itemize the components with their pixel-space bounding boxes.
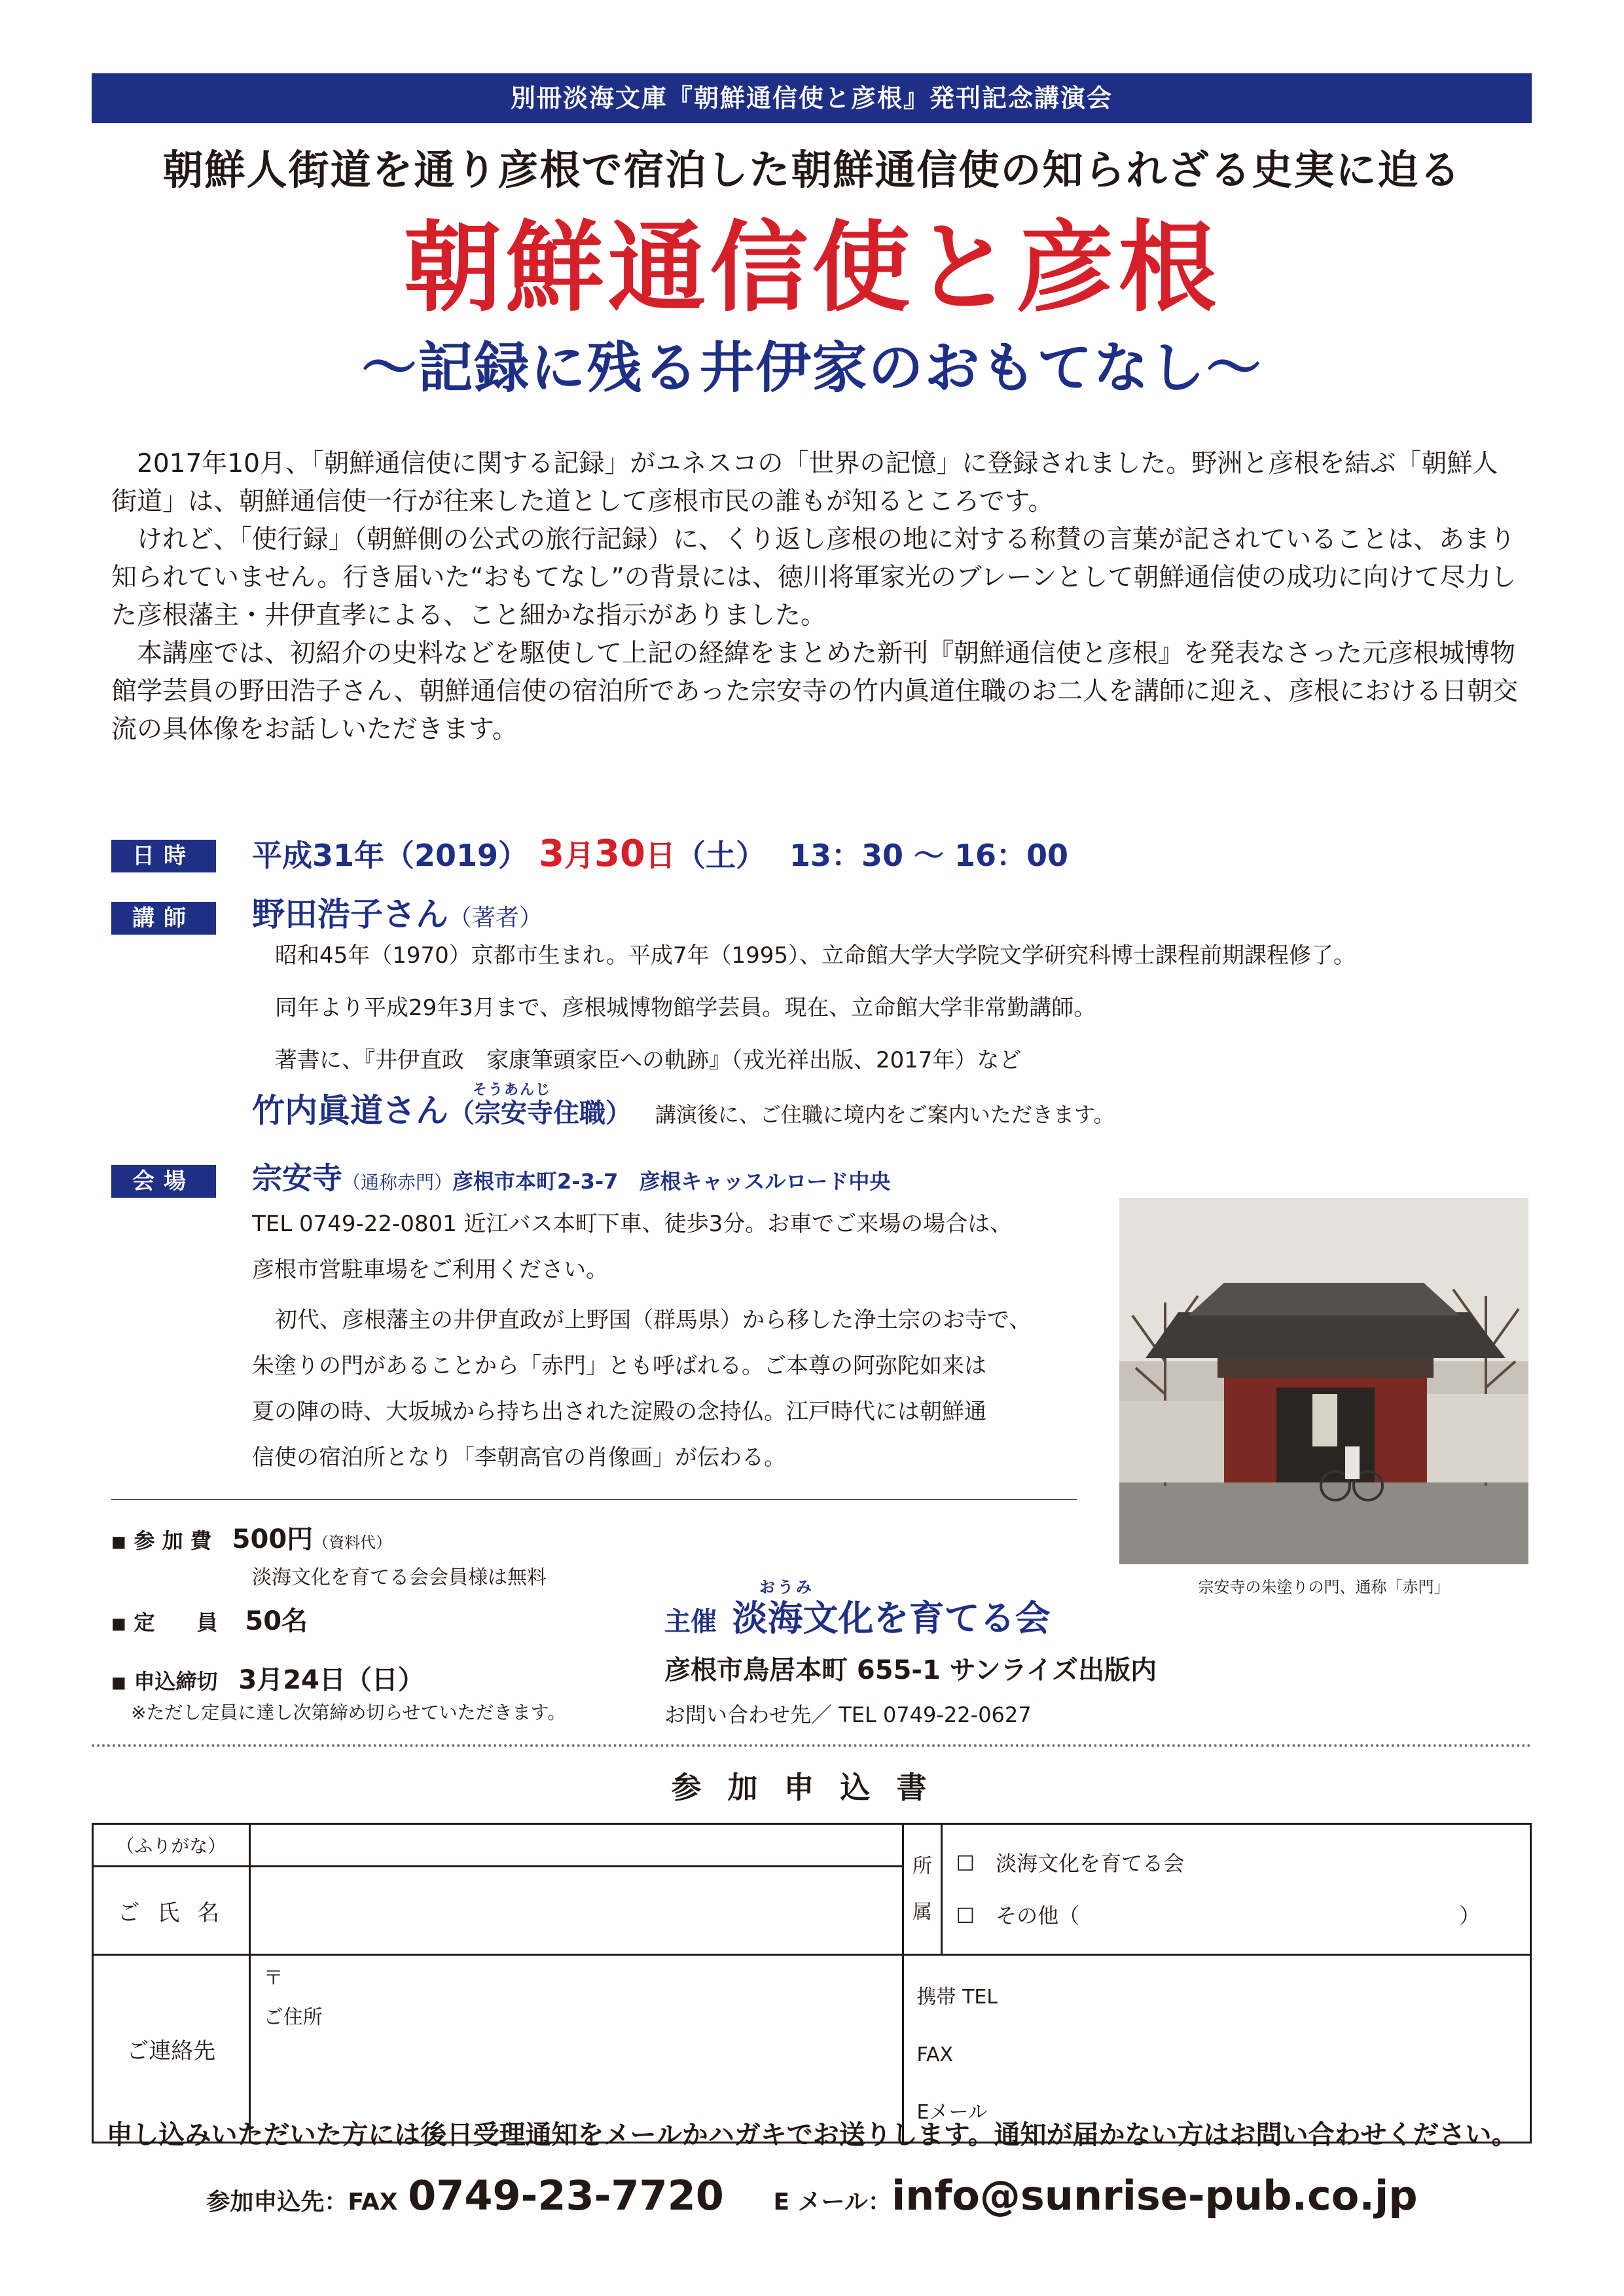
event-subtitle: 朝鮮人街道を通り彦根で宿泊した朝鮮通信使の知られざる史実に迫る [162, 146, 1462, 194]
venue-access-line: 彦根市営駐車場をご利用ください。 [252, 1257, 608, 1283]
capacity-label: 定 員 [134, 1610, 218, 1635]
form-title: 参加申込書 [671, 1770, 953, 1805]
email-label-footer: E メール： [773, 2189, 892, 2215]
section-divider [111, 1499, 1077, 1500]
speaker-1-bio-line: 著書に、『井伊直政 家康筆頭家臣への軌跡』（戎光祥出版、2017年）など [275, 1047, 1022, 1073]
deadline-label: 申込締切 [134, 1669, 218, 1694]
venue-alias: （通称赤門） [342, 1172, 453, 1193]
speaker-2-role: （宗安寺住職） [448, 1098, 632, 1128]
speaker-1-name: 野田浩子さん [252, 895, 448, 933]
fax-number: 0749-23-7720 [408, 2172, 724, 2219]
checkbox-icon[interactable]: ☐ [956, 1903, 975, 1928]
venue-description-line: 信使の宿泊所となり「李朝高官の肖像画」が伝わる。 [252, 1444, 786, 1471]
furigana-field[interactable] [249, 1824, 903, 1867]
intro-paragraph: 本講座では、初紹介の史料などを駆使して上記の経緯をまとめた新刊『朝鮮通信使と彦根』を発表なさった元彦根城博物館学芸員の野田浩子さん、朝鮮通信使の宿泊所であった宗安寺の竹内眞道住職のお二人を講師に迎え、彦根における日朝交流の具体像をお話しいただきます。 [111, 639, 1519, 744]
affiliation-close: ） [1459, 1903, 1481, 1928]
venue-description-line: 初代、彦根藩主の井伊直政が上野国（群馬県）から移した浄土宗のお寺で、 [275, 1307, 1032, 1333]
organizer-name: 淡海文化を育てる会 [732, 1598, 1051, 1639]
affiliation-label [903, 1824, 942, 1955]
fee-note: （資料代） [313, 1534, 392, 1552]
deadline-note: ※ただし定員に達し次第締め切らせていただきます。 [131, 1702, 566, 1723]
furigana-label: （ふりがな） [93, 1824, 250, 1867]
fax-label: FAX [916, 2043, 954, 2066]
venue-label: 会場 [111, 1165, 216, 1198]
schedule-month-unit: 月 [564, 838, 595, 873]
apply-label: 参加申込先：FAX [206, 2189, 398, 2215]
affiliation-options [942, 1824, 1531, 1955]
speaker-2-name: 竹内眞道さん [252, 1092, 448, 1130]
venue-address: 彦根市本町2-3-7 彦根キャッスルロード中央 [452, 1169, 891, 1194]
schedule-month: 3 [539, 833, 565, 875]
cut-line [92, 1744, 1532, 1747]
bullet-square-icon: ■ [111, 1673, 126, 1692]
organizer-label: 主催 [664, 1607, 717, 1637]
intro-paragraph: 2017年10月、「朝鮮通信使に関する記録」がユネスコの「世界の記憶」に登録されました。野洲と彦根を結ぶ「朝鮮人街道」は、朝鮮通信使一行が往来した道として彦根市民の誰もが知るところです。 [111, 449, 1498, 516]
email-address[interactable]: info@sunrise-pub.co.jp [891, 2172, 1418, 2219]
intro-text [111, 445, 1519, 749]
speaker-2-ruby: そうあんじ [473, 1082, 552, 1098]
affiliation-option[interactable] [956, 1837, 1530, 1890]
fee-value: 500円 [232, 1524, 314, 1554]
application-form [92, 1823, 1532, 2144]
speaker-1-bio-line: 同年より平成29年3月まで、彦根城博物館学芸員。現在、立命館大学非常勤講師。 [275, 995, 1096, 1021]
postal-mark: 〒 [263, 1967, 283, 1990]
affiliation-option-label: その他（ [996, 1903, 1080, 1928]
venue-name: 宗安寺 [252, 1160, 342, 1196]
speaker-2 [252, 1090, 1114, 1136]
deadline-value: 3月24日（日） [238, 1665, 424, 1695]
speaker-1 [252, 893, 543, 939]
event-title: 朝鮮通信使と彦根 [403, 211, 1221, 325]
checkbox-icon[interactable]: ☐ [956, 1850, 975, 1876]
capacity-value: 50名 [245, 1606, 308, 1636]
intro-paragraph: けれど、「使行録」（朝鮮側の公式の旅行記録）に、くり返し彦根の地に対する称賛の言葉が記されていることは、あまり知られていません。行き届いた“おもてなし”の背景には、徳川将軍家光のブレーンとして朝鮮通信使の成功に向けて尽力した彦根藩主・井伊直孝による、こと細かな指示がありました。 [111, 525, 1517, 630]
schedule-day: 30 [594, 833, 645, 875]
schedule-day-unit: 日 [645, 838, 676, 873]
schedule-weekday: （土） [675, 838, 766, 873]
venue-description-line: 夏の陣の時、大坂城から持ち出された淀殿の念持仏。江戸時代には朝鮮通 [252, 1399, 986, 1425]
speaker-1-role: （著者） [448, 905, 543, 931]
capacity-row [111, 1600, 308, 1638]
apply-contact [0, 2172, 1624, 2219]
event-title-sub: ～記録に残る井伊家のおもてなし～ [361, 336, 1263, 400]
affiliation-option[interactable] [956, 1890, 1530, 1942]
photo-caption: 宗安寺の朱塗りの門、通称「赤門」 [1198, 1578, 1450, 1596]
speaker-2-note: 講演後に、ご住職に境内をご案内いただきます。 [655, 1102, 1115, 1127]
address-label: ご住所 [263, 2006, 323, 2029]
email-label: Eメール [916, 2101, 988, 2124]
schedule-era: 平成31年（2019） [252, 838, 529, 873]
name-field[interactable] [249, 1867, 903, 1955]
fee-row [111, 1518, 391, 1556]
fee-member-note: 淡海文化を育てる会会員様は無料 [252, 1566, 547, 1589]
speaker-1-bio-line: 昭和45年（1970）京都市生まれ。平成7年（1995）、立命館大学大学院文学研究科博士課程前期課程修了。 [275, 942, 1356, 969]
bullet-square-icon: ■ [111, 1532, 126, 1551]
organizer-inquiry: お問い合わせ先／ TEL 0749-22-0627 [664, 1702, 1032, 1727]
schedule-time: 13：30 ～ 16：00 [789, 838, 1069, 873]
affiliation-label-text: 所属 [912, 1854, 932, 1924]
temple-gate-photo [1119, 1198, 1528, 1564]
schedule-label: 日時 [111, 840, 216, 872]
affiliation-option-label: 淡海文化を育てる会 [996, 1850, 1185, 1876]
deadline-row [111, 1659, 424, 1696]
organizer-heading [664, 1590, 1051, 1641]
organizer-ruby: おうみ [759, 1578, 814, 1596]
organizer-address: 彦根市鳥居本町 655-1 サンライズ出版内 [664, 1655, 1157, 1685]
fee-label: 参 加 費 [134, 1528, 211, 1553]
footer-notice: 申し込みいただいた方には後日受理通知をメールかハガキでお送りします。通知が届かない方はお問い合わせください。 [106, 2120, 1518, 2150]
mobile-label: 携帯 TEL [916, 1986, 998, 2009]
name-label: ご 氏 名 [93, 1867, 250, 1955]
schedule-datetime [252, 834, 1068, 875]
top-banner: 別冊淡海文庫『朝鮮通信使と彦根』発刊記念講演会 [92, 73, 1532, 123]
venue-heading [252, 1158, 890, 1202]
venue-description-line: 朱塗りの門があることから「赤門」とも呼ばれる。ご本尊の阿弥陀如来は [252, 1353, 986, 1379]
venue-access-line: TEL 0749-22-0801 近江バス本町下車、徒歩3分。お車でご来場の場合は、 [252, 1211, 1013, 1237]
bullet-square-icon: ■ [111, 1614, 126, 1633]
speakers-label: 講師 [111, 902, 216, 935]
contact-label: ご連絡先 [93, 1955, 250, 2143]
